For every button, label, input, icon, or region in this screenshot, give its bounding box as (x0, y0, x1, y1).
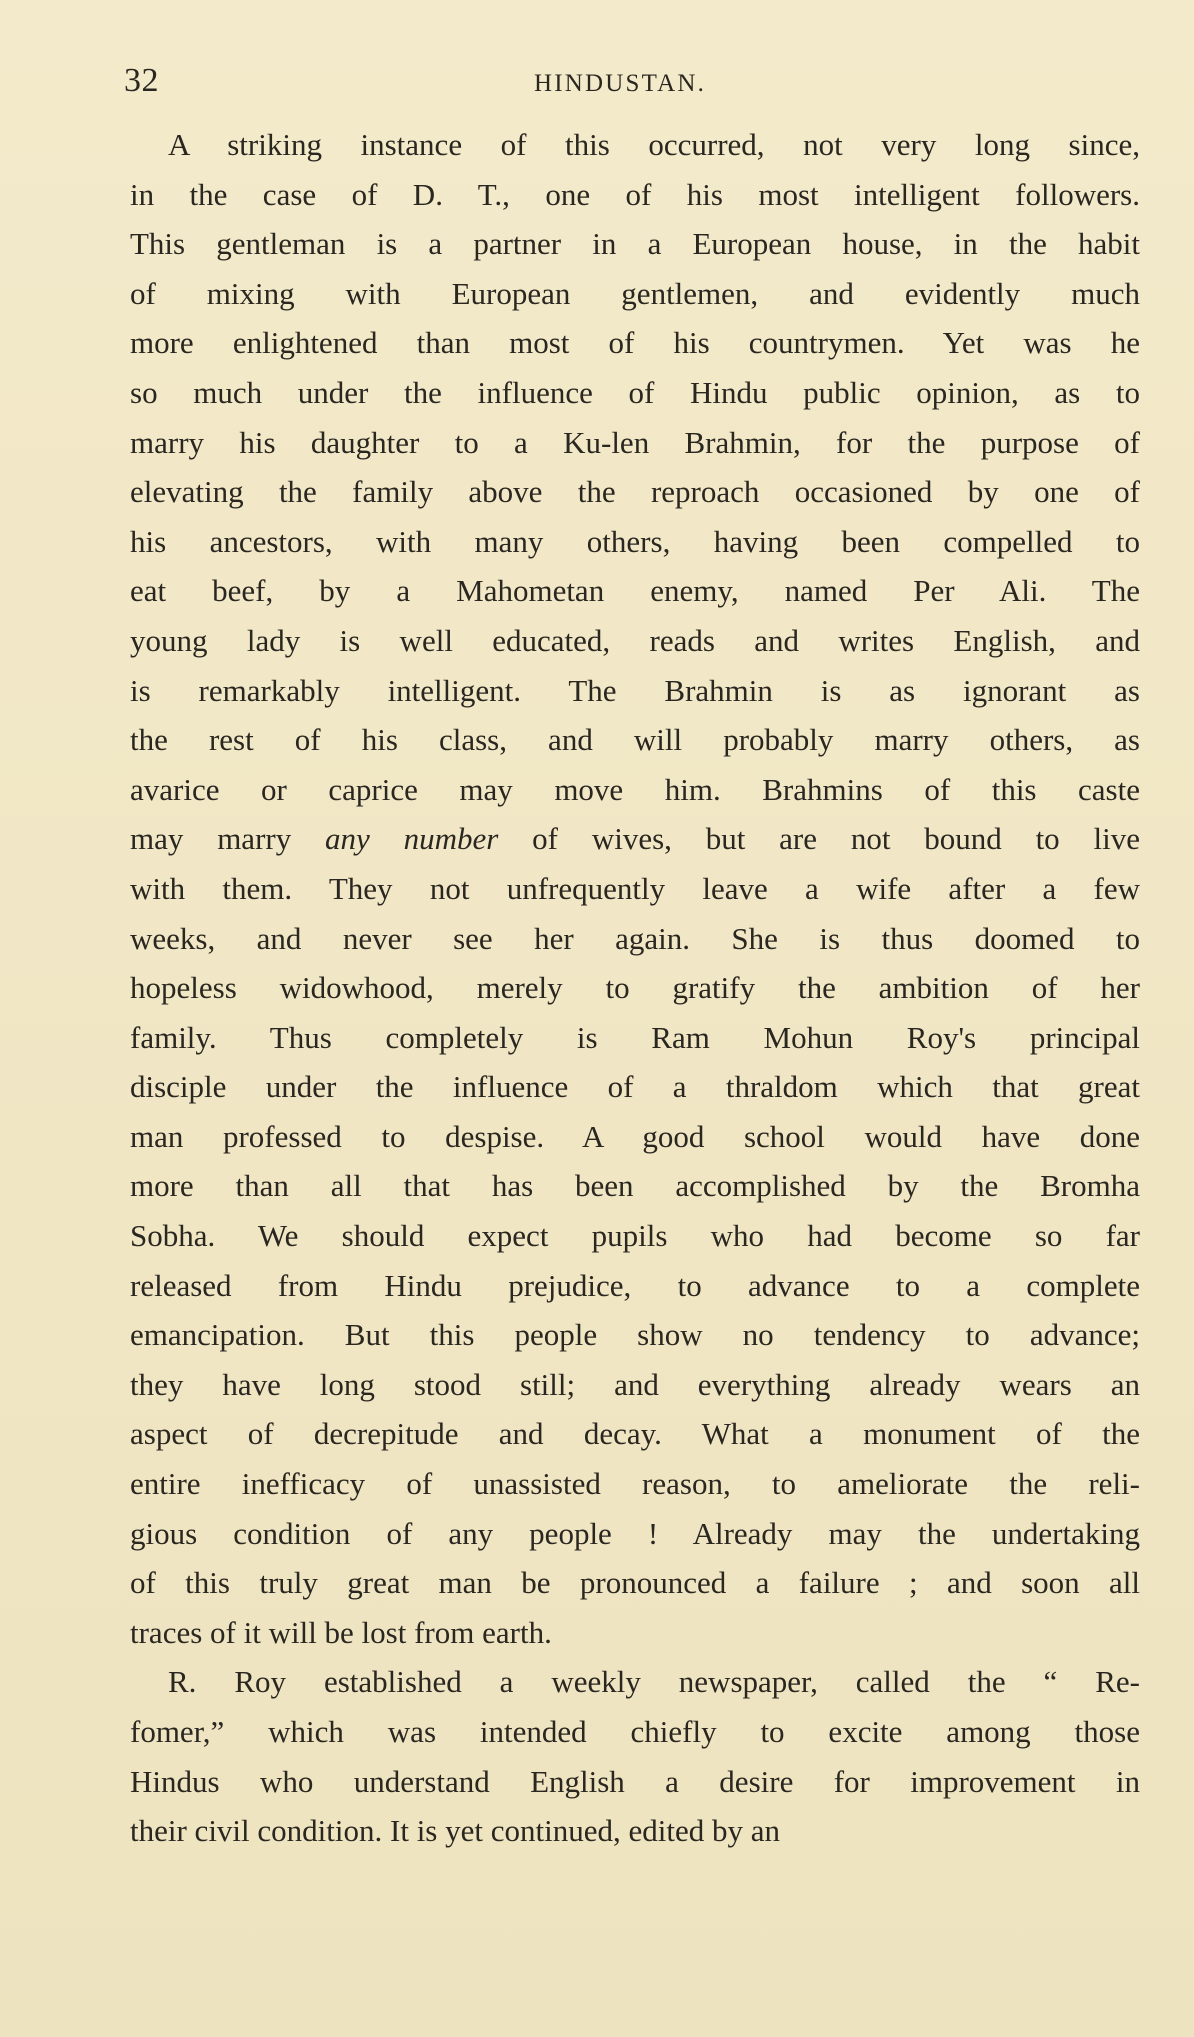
italic-phrase: any number (325, 821, 499, 857)
text-line: so much under the influence of Hindu public opinion, as to (130, 374, 1140, 410)
text-line: R. Roy established a weekly newspaper, called the “ Re- (168, 1664, 1140, 1700)
text-line: eat beef, by a Mahometan enemy, named Per Ali. The (130, 573, 1140, 609)
page-header (124, 58, 1144, 104)
text-line: fomer,” which was intended chiefly to excite among those (130, 1714, 1140, 1749)
text-line: hopeless widowhood, merely to gratify the ambition of her (130, 970, 1140, 1006)
text-line: of mixing with European gentlemen, and evidently much (130, 275, 1140, 311)
text-line: is remarkably intelligent. The Brahmin is as ignorant as (130, 672, 1140, 708)
running-head: HINDUSTAN. (534, 70, 707, 97)
text-line: man professed to despise. A good school would have done (130, 1118, 1140, 1154)
text-line: marry his daughter to a Ku-len Brahmin, for the purpose of (130, 424, 1140, 460)
text-line: young lady is well educated, reads and writes English, and (130, 622, 1140, 658)
text-line: of this truly great man be pronounced a failure ; and soon all (130, 1565, 1140, 1601)
text-line: his ancestors, with many others, having been compelled to (130, 523, 1140, 559)
text-line: more enlightened than most of his countrymen. Yet was he (130, 325, 1140, 361)
text-line: they have long stood still; and everything already wears an (130, 1366, 1140, 1402)
text-line: This gentleman is a partner in a European house, in the habit (130, 226, 1140, 262)
text-line: emancipation. But this people show no tendency to advance; (130, 1317, 1140, 1353)
text-line: their civil condition. It is yet continued, edited by an (130, 1813, 780, 1849)
text-line: elevating the family above the reproach occasioned by one of (130, 474, 1140, 510)
text-line: in the case of D. T., one of his most intelligent followers. (130, 176, 1140, 212)
text-line: avarice or caprice may move him. Brahmins of this caste (130, 771, 1140, 807)
text-line: gious condition of any people ! Already may the undertaking (130, 1515, 1140, 1551)
paragraph-1 (130, 120, 1140, 1657)
text-line: with them. They not unfrequently leave a wife after a few (130, 870, 1140, 906)
page-number: 32 (124, 62, 159, 99)
text-line: Sobha. We should expect pupils who had become so far (130, 1218, 1140, 1254)
text-line: aspect of decrepitude and decay. What a monument of the (130, 1416, 1140, 1452)
body-text (130, 120, 1140, 1856)
text-line: weeks, and never see her again. She is thus doomed to (130, 920, 1140, 956)
text-line: family. Thus completely is Ram Mohun Roy's principal (130, 1019, 1140, 1055)
paragraph-2 (130, 1657, 1140, 1855)
text-line: more than all that has been accomplished by the Bromha (130, 1168, 1140, 1204)
text-line: disciple under the influence of a thraldom which that great (130, 1069, 1140, 1105)
text-line: entire inefficacy of unassisted reason, to ameliorate the reli- (130, 1466, 1140, 1502)
text-line: released from Hindu prejudice, to advance to a complete (130, 1267, 1140, 1303)
text-line: A striking instance of this occurred, not very long since, (168, 127, 1140, 162)
text-line: may marry any number of wives, but are not bound to live (130, 821, 1140, 857)
text-line: Hindus who understand English a desire for improvement in (130, 1763, 1140, 1799)
text-line: the rest of his class, and will probably marry others, as (130, 722, 1140, 758)
text-line: traces of it will be lost from earth. (130, 1614, 552, 1650)
